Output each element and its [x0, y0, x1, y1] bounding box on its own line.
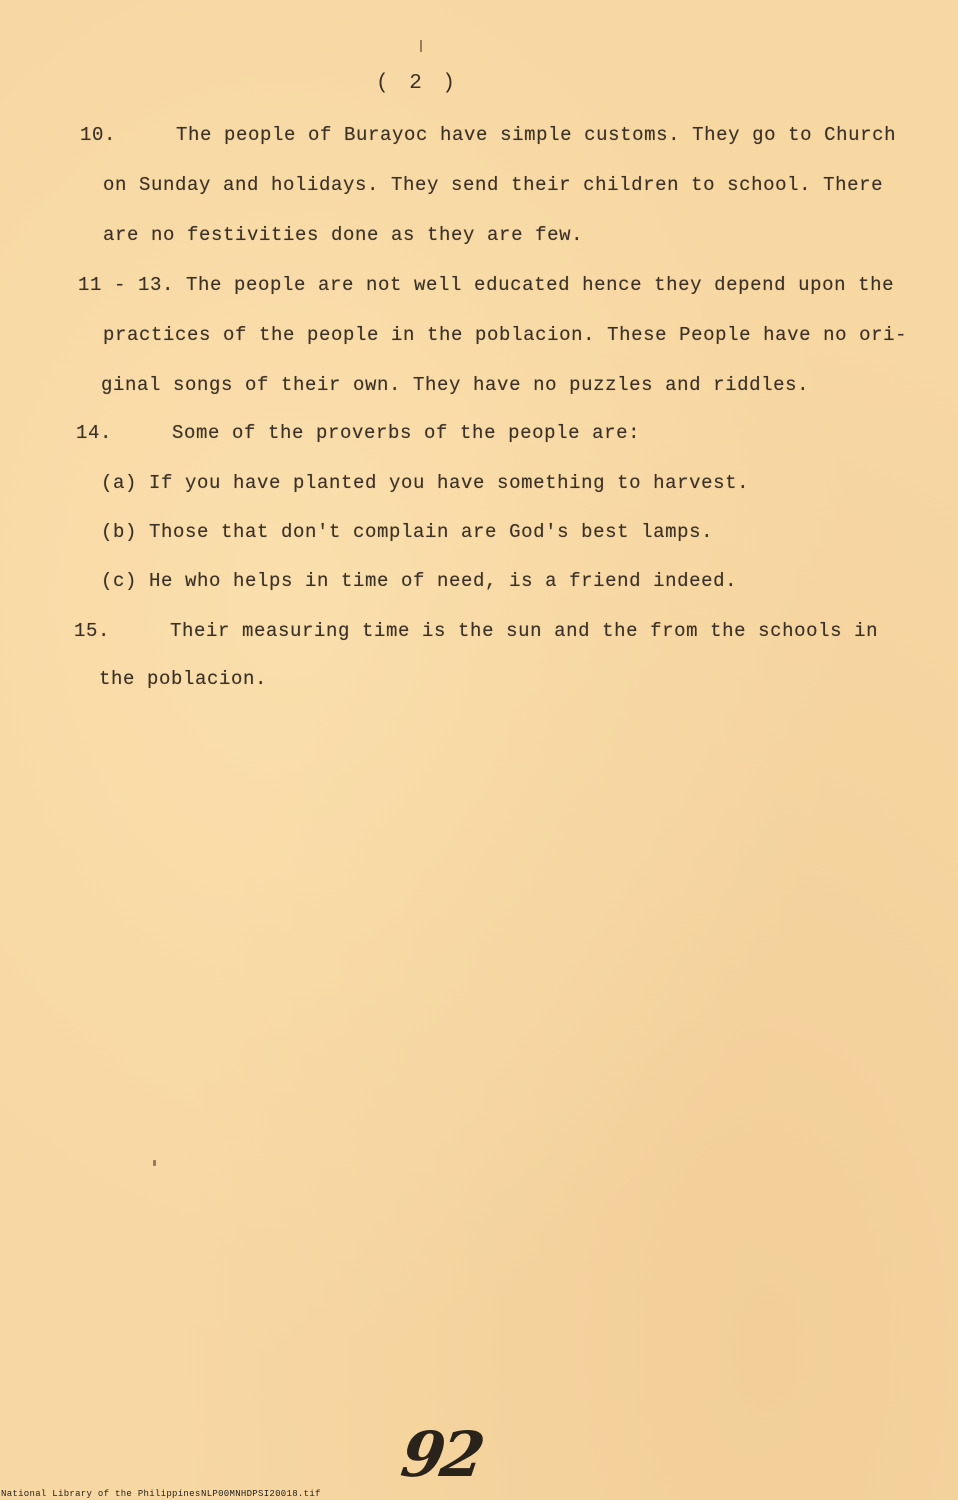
item-11-line-3: ginal songs of their own. They have no puzzles and riddles.	[101, 374, 810, 396]
item-14-line-1: 14. Some of the proverbs of the people are:	[76, 422, 641, 444]
handwritten-page-number: 92	[396, 1418, 486, 1491]
item-11-line-2: practices of the people in the poblacion. These People have no ori-	[103, 324, 908, 346]
margin-tick-mark	[420, 40, 422, 52]
ink-speck	[153, 1160, 156, 1166]
item-15-line-2: the poblacion.	[99, 668, 268, 690]
footer-library-name: National Library of the Philippines	[1, 1489, 201, 1499]
item-10-line-3: are no festivities done as they are few.	[103, 224, 584, 246]
item-15-line-1: 15. Their measuring time is the sun and the from the schools in	[74, 620, 879, 642]
footer-file-id: NLP00MNHDPSI20018.tif	[201, 1489, 321, 1499]
item-10-line-1: 10. The people of Burayoc have simple customs. They go to Church	[80, 124, 897, 146]
item-10-line-2: on Sunday and holidays. They send their children to school. There	[103, 174, 884, 196]
page-number: ( 2 )	[376, 72, 460, 95]
proverb-c: (c) He who helps in time of need, is a friend indeed.	[101, 570, 738, 592]
item-11-line-1: 11 - 13. The people are not well educated hence they depend upon the	[78, 274, 895, 296]
proverb-b: (b) Those that don't complain are God's best lamps.	[101, 521, 714, 543]
proverb-a: (a) If you have planted you have something to harvest.	[101, 472, 750, 494]
